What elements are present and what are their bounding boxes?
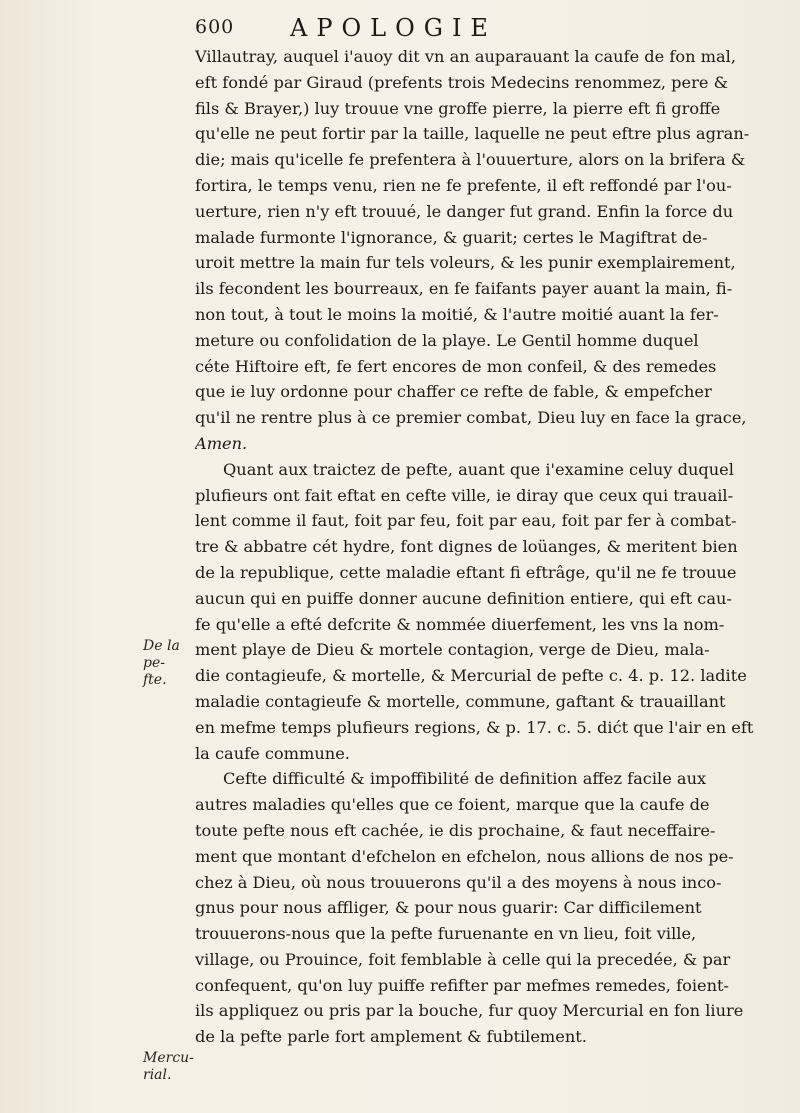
text-line: die; mais qu'icelle fe prefentera à l'ouuerture, alors on la brifera &: [195, 150, 746, 170]
paragraph-start: Cefte difficulté & impoffibilité de definition affez facile aux: [223, 769, 707, 789]
text-line: chez à Dieu, où nous trouuerons qu'il a des moyens à nous inco-: [195, 872, 722, 892]
page-header: [195, 14, 755, 44]
paragraph-start: Quant aux traictez de pefte, auant que i'examine celuy duquel: [223, 459, 734, 479]
text-line: non tout, à tout le moins la moitié, & l'autre moitié auant la fer-: [195, 304, 719, 324]
text-line: plufieurs ont fait eftat en cefte ville, ie diray que ceux qui trauail-: [195, 485, 734, 505]
text-line: fortira, le temps venu, rien ne fe prefente, il eft reffondé par l'ou-: [195, 175, 732, 195]
margin-note-text: De la pe- fte.: [143, 638, 180, 688]
text-line: ment playe de Dieu & mortele contagion, verge de Dieu, mala-: [195, 640, 710, 660]
text-line: qu'elle ne peut fortir par la taille, laquelle ne peut eftre plus agran-: [195, 124, 750, 144]
text-line: ils appliquez ou pris par la bouche, fur quoy Mercurial en fon liure: [195, 1001, 744, 1021]
text-line: en mefme temps plufieurs regions, & p. 17. c. 5. dićt que l'air en eft: [195, 717, 754, 737]
text-line: village, ou Prouince, foit femblable à celle qui la precedée, & par: [195, 949, 731, 969]
text-line: autres maladies qu'elles que ce foient, marque que la caufe de: [195, 795, 710, 815]
text-line: confequent, qu'on luy puiffe refifter par mefmes remedes, foient-: [195, 975, 729, 995]
text-line: gnus pour nous affliger, & pour nous guarir: Car difficilement: [195, 898, 702, 918]
text-line: eft fondé par Giraud (prefents trois Medecins renommez, pere &: [195, 72, 728, 92]
margin-note-de-la-peste: [143, 638, 193, 689]
text-line: tre & abbatre cét hydre, font dignes de loüanges, & meritent bien: [195, 537, 738, 557]
margin-note-text: Mercu- rial.: [143, 1050, 194, 1083]
text-line: fils & Brayer,) luy trouue vne groffe pierre, la pierre eft fi groffe: [195, 98, 721, 118]
text-line: maladie contagieufe & mortelle, commune, gaftant & trauaillant: [195, 691, 726, 711]
text-line: malade furmonte l'ignorance, & guarit; certes le Magiftrat de-: [195, 227, 708, 247]
text-line: qu'il ne rentre plus à ce premier combat, Dieu luy en face la grace,: [195, 408, 747, 428]
text-line: trouuerons-nous que la pefte furuenante en vn lieu, foit ville,: [195, 924, 697, 944]
text-line: ils fecondent les bourreaux, en fe faifants payer auant la main, fi-: [195, 279, 733, 299]
text-line: uerture, rien n'y eft trouué, le danger fut grand. Enfin la force du: [195, 201, 734, 221]
text-line: uroit mettre la main fur tels voleurs, & les punir exemplairement,: [195, 253, 736, 273]
body-text: [195, 44, 770, 1050]
text-line: céte Hiftoire eft, fe fert encores de mon confeil, & des remedes: [195, 356, 717, 376]
text-line-amen: Amen.: [195, 433, 248, 453]
text-line: de la pefte parle fort amplement & fubtilement.: [195, 1027, 587, 1047]
text-line: die contagieufe, & mortelle, & Mercurial de pefte c. 4. p. 12. ladite: [195, 666, 747, 686]
text-line: que ie luy ordonne pour chaffer ce refte de fable, & empefcher: [195, 382, 712, 402]
text-line: toute pefte nous eft cachée, ie dis prochaine, & faut neceffaire-: [195, 820, 716, 840]
text-line: Villautray, auquel i'auoy dit vn an auparauant la caufe de fon mal,: [195, 47, 737, 66]
page-number: 600: [195, 16, 235, 38]
running-title: APOLOGIE: [290, 14, 497, 42]
text-line: meture ou confolidation de la playe. Le Gentil homme duquel: [195, 330, 699, 350]
margin-note-mercurial: [143, 1050, 193, 1084]
text-line: lent comme il faut, foit par feu, foit par eau, foit par fer à combat-: [195, 511, 737, 531]
text-line: la caufe commune.: [195, 743, 350, 763]
text-line: aucun qui en puiffe donner aucune definition entiere, qui eft cau-: [195, 588, 732, 608]
text-line: ment que montant d'efchelon en efchelon, nous allions de nos pe-: [195, 846, 734, 866]
text-line: de la republique, cette maladie eftant fi eftrâge, qu'il ne fe trouue: [195, 562, 737, 582]
text-line: fe qu'elle a efté defcrite & nommée diuerfement, les vns la nom-: [195, 614, 725, 634]
